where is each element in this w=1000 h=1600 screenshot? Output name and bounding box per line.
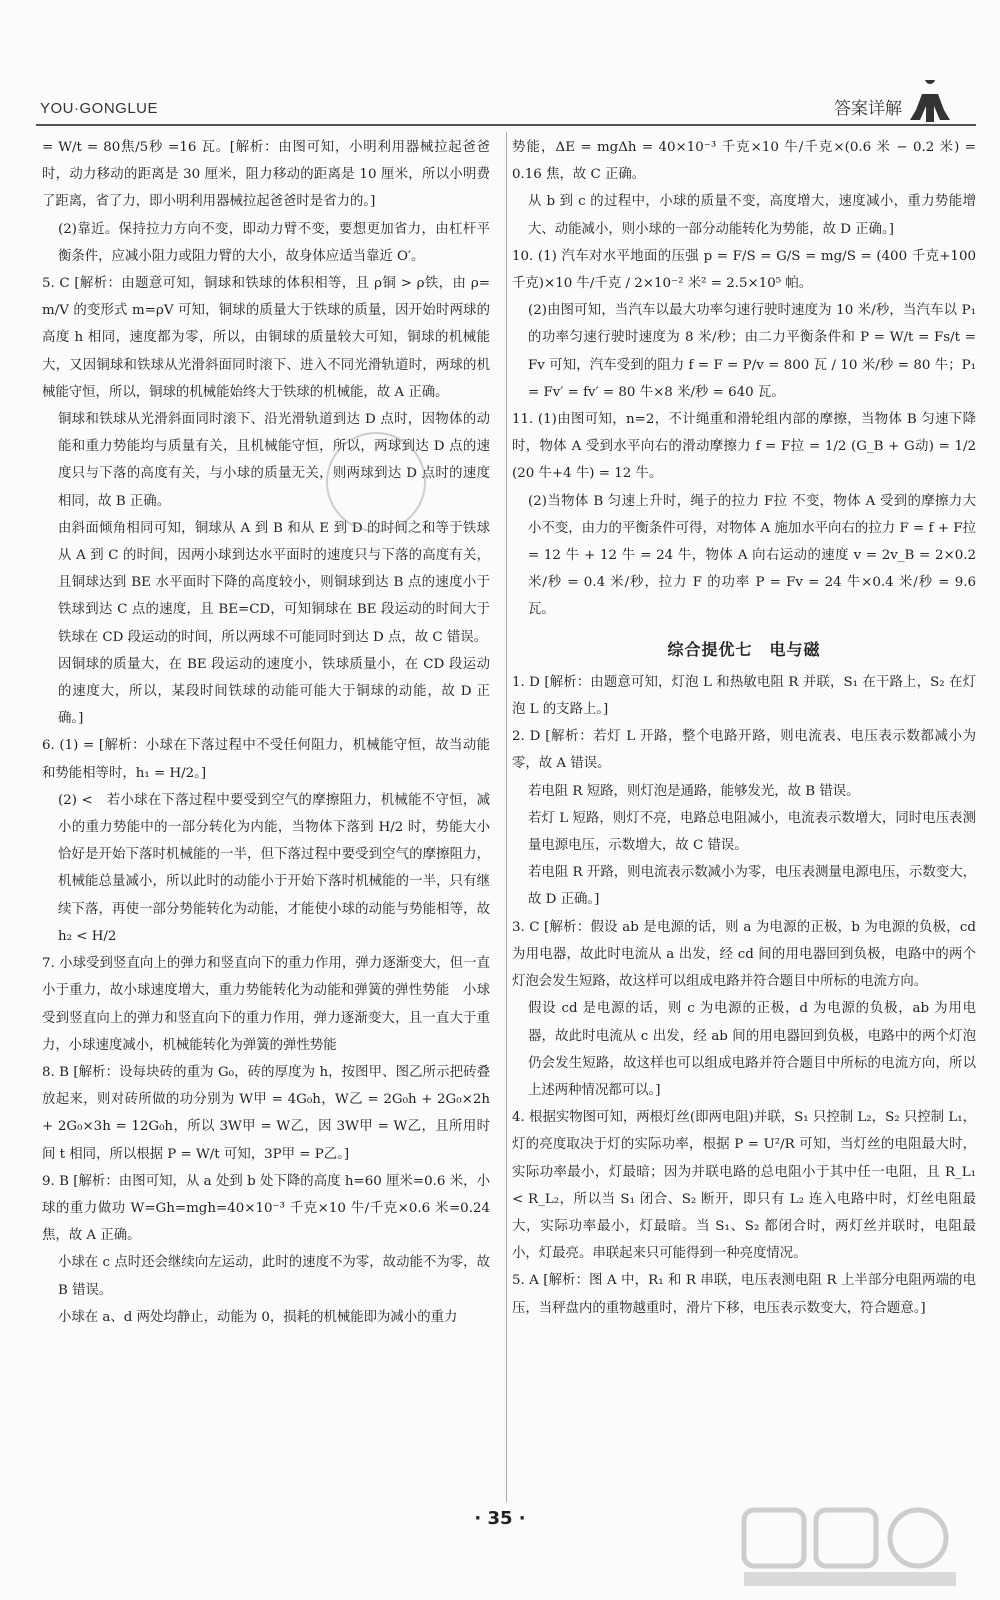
question-3: 3. C [解析：假设 ab 是电源的话，则 a 为电源的正极，b 为电源的负极，cd 为用电器，故此时电流从 a 出发，经 cd 间的用电器回到负极，电路中的两个灯泡会发生短路，故这样可以组成电路并符合题目中所标的电流方向。 [512, 919, 976, 990]
paragraph: 铜球和铁球从光滑斜面同时滚下、沿光滑轨道到达 D 点时，因物体的动能和重力势能均与质量有关，且机械能守恒，所以，两球到达 D 点的速度只与下落的高度有关，与小球的质量无关，则两球到达 D 点时的速度相同，故 B 正确。 [58, 412, 490, 509]
paragraph: 因铜球的质量大，在 BE 段运动的速度小，铁球质量小，在 CD 段运动的速度大，所以，某段时间铁球的动能可能大于铜球的动能，故 D 正确。] [58, 656, 490, 727]
paragraph: = W/t = 80焦/5秒 =16 瓦。[解析：由图可知，小明利用器械拉起爸爸时，动力移动的距离是 30 厘米，阻力移动的距离是 10 厘米，所以小明费了距离，省了力，即小明利用器械拉起爸爸时是省力的。] [42, 140, 490, 210]
paragraph: 假设 cd 是电源的话，则 c 为电源的正极，d 为电源的负极，ab 为用电器，故此时电流从 c 出发，经 ab 间的用电器回到负极，电路中的两个灯泡仍会发生短路，故这样也可以组成电路并符合题目中所标的电流方向，所以上述两种情况都可以。] [528, 1001, 976, 1098]
hero-silhouette-icon [904, 80, 956, 124]
page-number: · 35 · [474, 1508, 526, 1529]
paragraph: (2)当物体 B 匀速上升时，绳子的拉力 F拉 不变，物体 A 受到的摩擦力大小不变，由力的平衡条件可得，对物体 A 施加水平向右的拉力 F = f + F拉 = 12 牛 + 12 牛 = 24 牛，物体 A 向右运动的速度 v = 2v_B = 2×0.2 米/秒 = 0.4 米/秒，拉力 F 的功率 P = Fv = 24 牛×0.4 米/秒 = 9.6 瓦。 [528, 493, 976, 618]
watermark-logo-icon [740, 1500, 960, 1590]
paragraph: (2)靠近。保持拉力方向不变，即动力臂不变，要想更加省力，由杠杆平衡条件，应减小阻力或阻力臂的大小，故身体应适当靠近 O′。 [58, 221, 490, 264]
paragraph: (2) < 若小球在下落过程中要受到空气的摩擦阻力，机械能不守恒，减小的重力势能中的一部分转化为内能，当物体下落到 H/2 时，势能大小恰好是开始下落时机械能的一半，但下落过程中要受到空气的摩擦阻力，机械能总量减小，所以此时的动能小于开始下落时机械能的一半，只有继续下落，再使一部分势能转化为动能，才能使小球的动能与势能相等，故 h₂ < H/2 [58, 792, 490, 944]
question-6: 6. (1) = [解析：小球在下落过程中不受任何阻力，机械能守恒，故当动能和势能相等时，h₁ = H/2。] [42, 738, 490, 781]
header-title: 答案详解 [834, 99, 902, 119]
question-9: 9. B [解析：由图可知，从 a 处到 b 处下降的高度 h=60 厘米=0.6 米，小球的重力做功 W=Gh=mgh=40×10⁻³ 千克×10 牛/千克×0.6 米=0.24 焦，故 A 正确。 [42, 1173, 490, 1244]
question-5: 5. C [解析：由题意可知，铜球和铁球的体积相等，且 ρ铜 > ρ铁，由 ρ= m/V 的变形式 m=ρV 可知，铜球的质量大于铁球的质量，因开始时两球的高度 h 相同，速度都为零，所以，由铜球的质量较大可知，铜球的机械能大，又因铜球和铁球从光滑斜面同时滚下、进入不同光滑轨道时，两球的机械能守恒，所以，铜球的机械能始终大于铁球的机械能，故 A 正确。 [42, 276, 490, 400]
brand-label: YOU·GONGLUE [40, 100, 159, 117]
question-5b: 5. A [解析：图 A 中，R₁ 和 R 串联，电压表测电阻 R 上半部分电阻两端的电压，当秤盘内的重物越重时，滑片下移，电压表示数变大，符合题意。] [512, 1273, 976, 1316]
question-8: 8. B [解析：设每块砖的重为 G₀，砖的厚度为 h，按图甲、图乙所示把砖叠放起来，则对砖所做的功分别为 W甲 = 4G₀h，W乙 = 2G₀h + 2G₀×2h + 2G₀×3h = 12G₀h，所以 3W甲 = W乙，因 3W甲 = W乙，且所用时间 t 相同，所以根据 P = W/t 可知，3P甲 = P乙。] [42, 1064, 490, 1162]
paragraph: 从 b 到 c 的过程中，小球的质量不变，高度增大，速度减小，重力势能增大、动能减小，则小球的一部分动能转化为势能，故 D 正确。] [528, 194, 976, 237]
column-divider [506, 132, 507, 1502]
question-4: 4. 根据实物图可知，两根灯丝(即两电阻)并联，S₁ 只控制 L₂，S₂ 只控制 L₁，灯的亮度取决于灯的实际功率，根据 P = U²/R 可知，当灯丝的电阻最大时，实际功率最小，灯最暗；因为并联电路的总电阻小于其中任一电阻，且 R_L₁ < R_L₂，所以当 S₁ 闭合、S₂ 断开，即只有 L₂ 连入电路中时，灯丝电阻最大，实际功率最小，灯最暗。当 S₁、S₂ 都闭合时，两灯丝并联时，电阻最小，灯最亮。串联起来只可能得到一种亮度情况。 [512, 1110, 976, 1262]
question-2: 2. D [解析：若灯 L 开路，整个电路开路，则电流表、电压表示数都减小为零，故 A 错误。 [512, 729, 976, 772]
question-10: 10. (1) 汽车对水平地面的压强 p = F/S = G/S = mg/S = (400 千克+100 千克)×10 牛/千克 / 2×10⁻² 米² = 2.5×10⁵ 帕。 [512, 248, 976, 292]
paragraph: 小球在 c 点时还会继续向左运动，此时的速度不为零，故动能不为零，故 B 错误。 [58, 1255, 490, 1298]
left-column [42, 134, 490, 1331]
section-title: 综合提优七 电与磁 [667, 639, 821, 659]
question-1: 1. D [解析：由题意可知，灯泡 L 和热敏电阻 R 并联，S₁ 在干路上，S₂ 在灯泡 L 的支路上。] [512, 674, 976, 718]
paragraph: 由斜面倾角相同可知，铜球从 A 到 B 和从 E 到 D 的时间之和等于铁球从 A 到 C 的时间，因两小球到达水平面时的速度只与下落的高度有关，且铜球达到 BE 水平面时下降的高度较小，则铜球到达 B 点的速度小于铁球到达 C 点的速度，且 BE=CD，可知铜球在 BE 段运动的时间大于铁球在 CD 段运动的时间，所以两球不可能同时到达 D 点，故 C 错误。 [58, 520, 490, 645]
question-7: 7. 小球受到竖直向上的弹力和竖直向下的重力作用，弹力逐渐变大，但一直小于重力，故小球速度增大，重力势能转化为动能和弹簧的弹性势能 小球受到竖直向上的弹力和竖直向下的重力作用，弹力逐渐变大，且一直大于重力，小球速度减小，机械能转化为弹簧的弹性势能 [42, 956, 490, 1053]
paragraph: 势能，ΔE = mgΔh = 40×10⁻³ 千克×10 牛/千克×(0.6 米 − 0.2 米) = 0.16 焦，故 C 正确。 [512, 140, 976, 183]
header-rule [36, 124, 976, 126]
right-column [512, 134, 976, 1322]
paragraph: 若电阻 R 短路，则灯泡是通路，能够发光，故 B 错误。 [528, 783, 860, 799]
paragraph: (2)由图可知，当汽车以最大功率匀速行驶时速度为 10 米/秒，当汽车以 P₁ 的功率匀速行驶时速度为 8 米/秒；由二力平衡条件和 P = W/t = Fs/t = Fv 可知，汽车受到的阻力 f = F = P/v = 800 瓦 / 10 米/秒 = 80 牛；P₁ = Fv′ = fv′ = 80 牛×8 米/秒 = 640 瓦。 [528, 303, 976, 400]
paragraph: 若电阻 R 开路，则电流表示数减小为零，电压表测量电源电压，示数变大，故 D 正确。] [528, 865, 976, 908]
paragraph: 小球在 a、d 两处均静止，动能为 0，损耗的机械能即为减小的重力 [58, 1309, 458, 1325]
paragraph: 若灯 L 短路，则灯不亮，电路总电阻减小，电流表示数增大，同时电压表测量电源电压，示数增大，故 C 错误。 [528, 810, 976, 854]
question-11: 11. (1)由图可知，n=2，不计绳重和滑轮组内部的摩擦，当物体 B 匀速下降时，物体 A 受到水平向右的滑动摩擦力 f = F拉 = 1/2 (G_B + G动) = 1/2 (20 牛+4 牛) = 12 牛。 [512, 412, 976, 482]
stamp-mark [326, 432, 426, 532]
